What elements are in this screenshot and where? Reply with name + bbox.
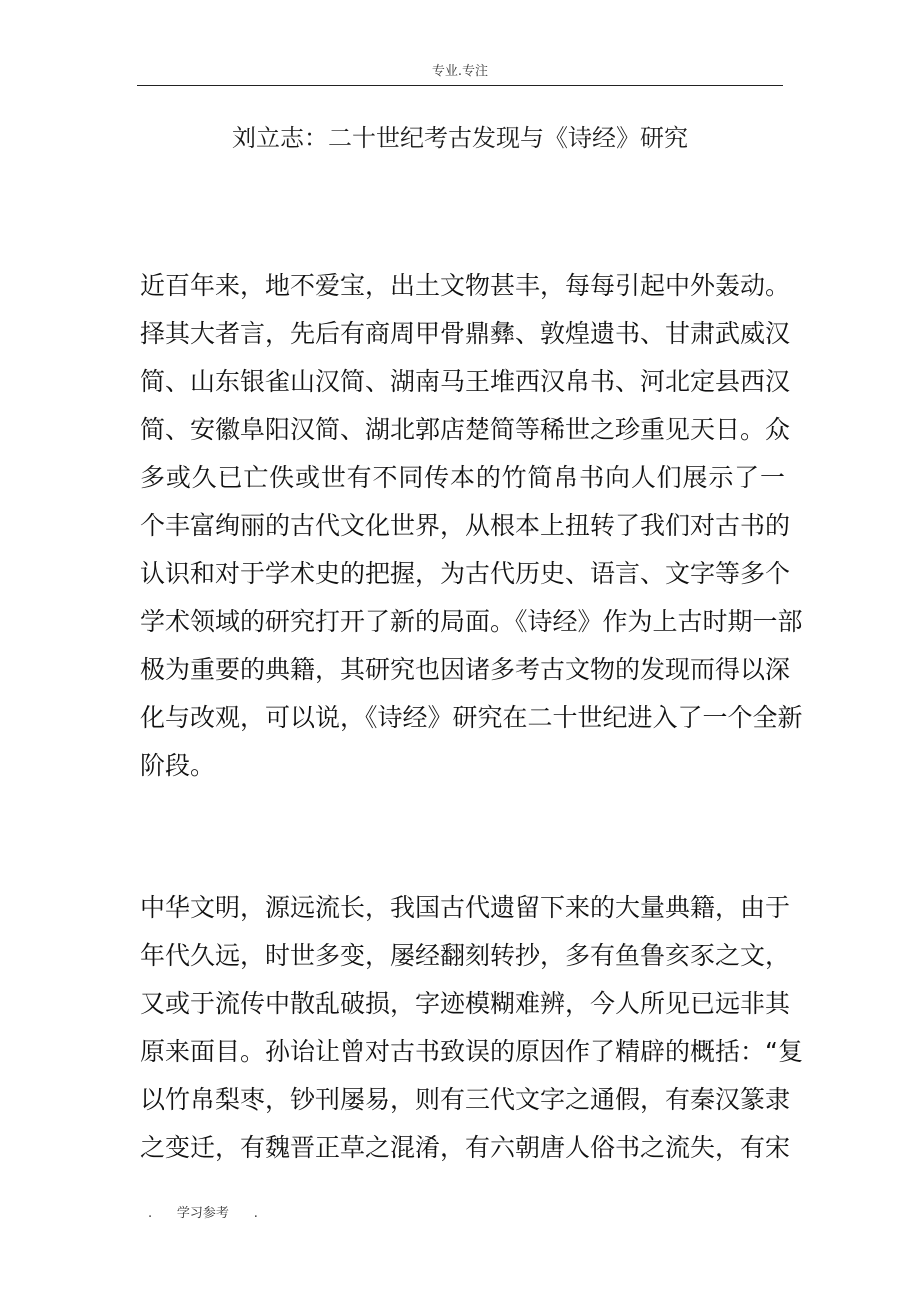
page-header: 专业.专注 (431, 64, 489, 79)
text-line: 简、安徽阜阳汉简、湖北郭店楚简等稀世之珍重见天日。众 (140, 415, 791, 444)
text-line: 阶段。 (140, 751, 216, 780)
text-line: 年代久远，时世多变，屡经翻刻转抄，多有鱼鲁亥豕之文， (140, 941, 791, 970)
text-line: 择其大者言，先后有商周甲骨鼎彝、敦煌遗书、甘肃武威汉 (140, 319, 791, 348)
document-title: 刘立志：二十世纪考古发现与《诗经》研究 (232, 124, 688, 152)
page-footer: . 学习参考 . (148, 1206, 258, 1221)
paragraph-2 (140, 884, 803, 1172)
text-line: 极为重要的典籍，其研究也因诸多考古文物的发现而得以深 (140, 655, 791, 684)
text-line: 多或久已亡佚或世有不同传本的竹简帛书向人们展示了一 (140, 463, 785, 492)
text-line: 学术领域的研究打开了新的局面。《诗经》作为上古时期一部 (140, 607, 803, 636)
text-line: 简、山东银雀山汉简、湖南马王堆西汉帛书、河北定县西汉 (140, 367, 791, 396)
text-line: 之变迁，有魏晋正草之混淆，有六朝唐人俗书之流失，有宋 (140, 1133, 791, 1162)
text-line: 原来面目。孙诒让曾对古书致误的原因作了精辟的概括：“复 (140, 1037, 803, 1066)
paragraph-1 (140, 262, 803, 790)
text-line: 又或于流传中散乱破损，字迹模糊难辨，今人所见已远非其 (140, 989, 791, 1018)
header-divider (137, 85, 783, 86)
text-line: 认识和对于学术史的把握，为古代历史、语言、文字等多个 (140, 559, 791, 588)
text-line: 以竹帛梨枣，钞刊屡易，则有三代文字之通假，有秦汉篆隶 (140, 1085, 791, 1114)
text-line: 近百年来，地不爱宝，出土文物甚丰，每每引起中外轰动。 (140, 271, 791, 300)
text-line: 中华文明，源远流长，我国古代遗留下来的大量典籍，由于 (140, 893, 791, 922)
text-line: 个丰富绚丽的古代文化世界，从根本上扭转了我们对古书的 (140, 511, 791, 540)
text-line: 化与改观，可以说，《诗经》研究在二十世纪进入了一个全新 (140, 703, 803, 732)
